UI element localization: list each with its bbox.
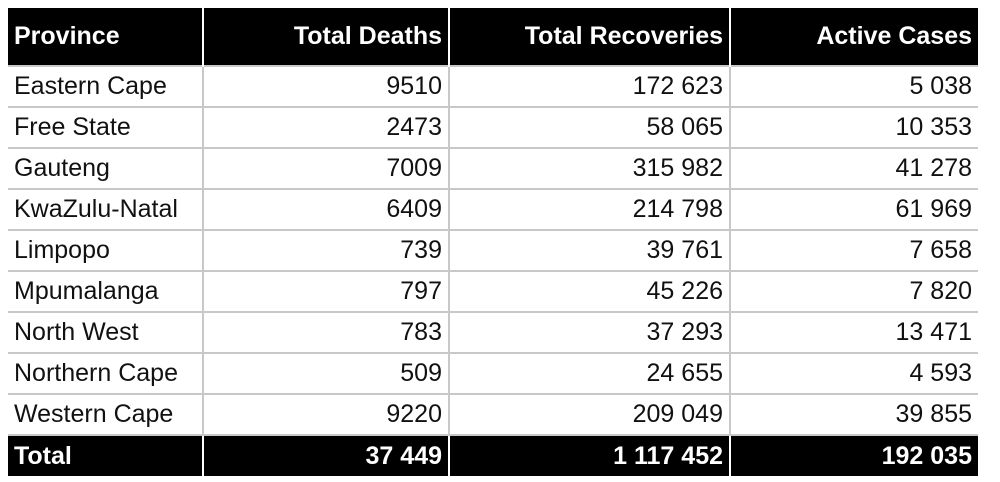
cell-active-cases: 4 593 [730,353,978,394]
header-total-recoveries: Total Recoveries [449,8,730,66]
cell-total-recoveries: 209 049 [449,394,730,435]
cell-total-recoveries: 37 293 [449,312,730,353]
cell-total-deaths: 6409 [203,189,449,230]
table-row [8,189,978,230]
cell-province: Eastern Cape [8,66,203,107]
cell-total-recoveries: 45 226 [449,271,730,312]
table-header [8,8,978,66]
cell-province: Limpopo [8,230,203,271]
table-row [8,353,978,394]
cell-active-cases: 7 658 [730,230,978,271]
province-stats-table [8,8,978,476]
total-recoveries: 1 117 452 [449,435,730,476]
cell-total-deaths: 783 [203,312,449,353]
header-province: Province [8,8,203,66]
table-row [8,230,978,271]
cell-total-recoveries: 315 982 [449,148,730,189]
cell-total-deaths: 9510 [203,66,449,107]
table-row [8,312,978,353]
cell-province: Northern Cape [8,353,203,394]
total-label: Total [8,435,203,476]
cell-province: KwaZulu-Natal [8,189,203,230]
table-row [8,66,978,107]
cell-province: Free State [8,107,203,148]
table-row [8,107,978,148]
cell-total-deaths: 2473 [203,107,449,148]
cell-total-recoveries: 58 065 [449,107,730,148]
cell-active-cases: 5 038 [730,66,978,107]
total-row [8,435,978,476]
cell-active-cases: 61 969 [730,189,978,230]
cell-province: Gauteng [8,148,203,189]
cell-total-deaths: 9220 [203,394,449,435]
total-active-cases: 192 035 [730,435,978,476]
cell-active-cases: 7 820 [730,271,978,312]
cell-total-recoveries: 214 798 [449,189,730,230]
header-row [8,8,978,66]
cell-total-deaths: 797 [203,271,449,312]
table-row [8,394,978,435]
header-active-cases: Active Cases [730,8,978,66]
cell-total-recoveries: 24 655 [449,353,730,394]
cell-province: Western Cape [8,394,203,435]
cell-province: Mpumalanga [8,271,203,312]
table-body [8,66,978,435]
cell-active-cases: 39 855 [730,394,978,435]
cell-total-recoveries: 172 623 [449,66,730,107]
header-total-deaths: Total Deaths [203,8,449,66]
table-row [8,271,978,312]
table-footer [8,435,978,476]
cell-active-cases: 13 471 [730,312,978,353]
table-row [8,148,978,189]
cell-total-deaths: 739 [203,230,449,271]
total-deaths: 37 449 [203,435,449,476]
cell-total-deaths: 7009 [203,148,449,189]
cell-province: North West [8,312,203,353]
cell-total-deaths: 509 [203,353,449,394]
cell-active-cases: 10 353 [730,107,978,148]
cell-active-cases: 41 278 [730,148,978,189]
cell-total-recoveries: 39 761 [449,230,730,271]
